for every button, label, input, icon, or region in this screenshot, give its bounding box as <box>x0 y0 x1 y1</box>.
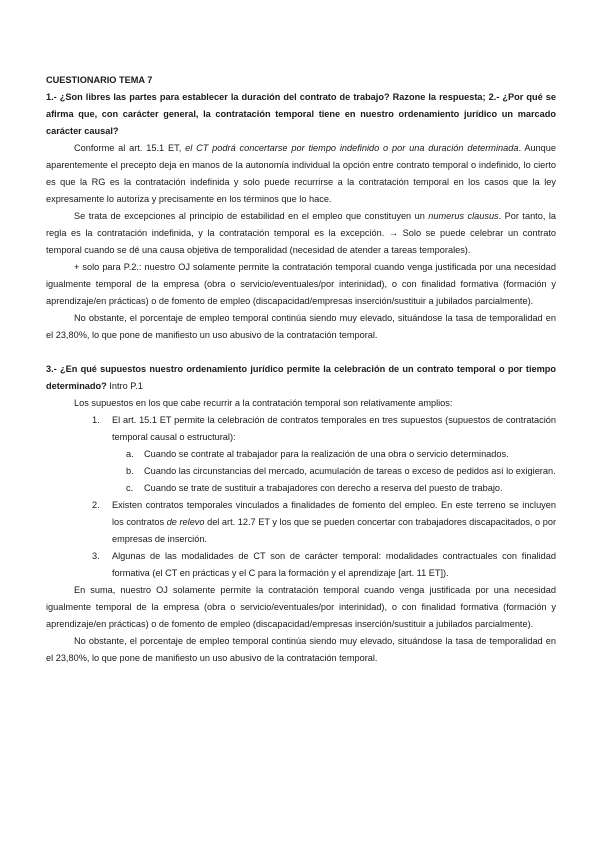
sub-item-letter: c. <box>126 483 134 493</box>
list-item <box>46 548 556 582</box>
q3-paragraph-final: No obstante, el porcentaje de empleo temporal continúa siendo muy elevado, situándose la tasa de temporalidad en el 23,80%, lo que pone de manifiesto un uso abusivo de la contratación temporal. <box>46 636 556 663</box>
question-3-heading <box>46 361 556 395</box>
question-1-heading: 1.- ¿Son libres las partes para establecer la duración del contrato de trabajo? Razone la respuesta; 2.- ¿Por qué se afirma que, con carácter general, la contratación temporal tiene en nuestro ordenamiento jurídico un marcado carácter causal? <box>46 92 556 136</box>
list-item-text-b: del art. 12.7 ET y los que se pueden concertar con trabajadores discapacitados, o por empresas de inserción. <box>112 517 557 544</box>
q1-p1-text-b: . Aunque aparentemente el precepto deja en manos de la autonomía individual la opción entre contrato temporal o indefinido, lo cierto es que la RG es la contratación indefinida y solo puede recurrirse a la contratación temporal en los casos que la ley expresamente lo autoriza y precisamente en los términos que lo hace. <box>46 143 556 204</box>
q1-paragraph-4: No obstante, el porcentaje de empleo temporal continúa siendo muy elevado, situándose la tasa de temporalidad en el 23,80%, lo que pone de manifiesto un uso abusivo de la contratación temporal. <box>46 313 556 340</box>
sub-list-item <box>112 463 556 480</box>
sub-list-item <box>112 480 556 497</box>
list-item <box>46 497 556 548</box>
list-item-number: 3. <box>92 551 100 561</box>
sub-item-text: Cuando se contrate al trabajador para la realización de una obra o servicio determinados. <box>144 449 509 459</box>
q3-heading-text: 3.- ¿En qué supuestos nuestro ordenamiento jurídico permite la celebración de un contrato temporal o por tiempo determinado? <box>46 364 556 391</box>
q1-p1-quote: el CT podrá concertarse por tiempo indefinido o por una duración determinada <box>185 143 519 153</box>
q1-p1-text-a: Conforme al art. 15.1 ET, <box>74 143 186 153</box>
list-item-text-a: Existen contratos temporales vinculados a finalidades de fomento del empleo. En este terreno se incluyen los contratos <box>112 500 556 527</box>
sub-list-item <box>112 446 556 463</box>
q1-paragraph-1 <box>46 140 556 208</box>
list-item-number: 2. <box>92 500 100 510</box>
list-item-term: de relevo <box>166 517 205 527</box>
document-page <box>46 72 556 667</box>
q1-paragraph-2 <box>46 208 556 259</box>
q1-p2-text-b: . Por tanto, la regla es la contratación indefinida, y la contratación temporal es la excepción. → Solo se puede celebrar un contrato temporal cuando se dé una causa objetiva de temporalidad (necesidad de atender a tareas temporales). <box>46 211 556 255</box>
q3-heading-note: Intro P.1 <box>106 381 143 391</box>
list-item-number: 1. <box>92 415 100 425</box>
sub-item-text: Cuando se trate de sustituir a trabajadores con derecho a reserva del puesto de trabajo. <box>144 483 503 493</box>
list-item <box>46 412 556 497</box>
q3-lead: Los supuestos en los que cabe recurrir a la contratación temporal son relativamente amplios: <box>74 398 453 408</box>
q3-paragraph-summary: En suma, nuestro OJ solamente permite la contratación temporal cuando venga justificada por una necesidad igualmente temporal de la empresa (obra o servicio/eventuales/por interinidad), o con finalidad formativa (formación y aprendizaje/en prácticas) o de fomento de empleo (discapacidad/empresas inserción/sustituir a jubilados parcialmente). <box>46 585 556 629</box>
sub-item-letter: b. <box>126 466 134 476</box>
q3-numbered-list <box>46 412 556 582</box>
list-item-text: Algunas de las modalidades de CT son de carácter temporal: modalidades contractuales con finalidad formativa (el CT en prácticas y el C para la formación y el aprendizaje [art. 11 ET]). <box>112 551 556 578</box>
q1-p2-term: numerus clausus <box>428 211 499 221</box>
q1-paragraph-3: + solo para P.2.: nuestro OJ solamente permite la contratación temporal cuando venga justificada por una necesidad igualmente temporal de la empresa (obra o servicio/eventuales/por interinidad), o con finalidad formativa (formación y aprendizaje/en prácticas) o de fomento de empleo (discapacidad/empresas inserción/sustituir a jubilados parcialmente). <box>46 262 556 306</box>
q1-p2-text-a: Se trata de excepciones al principio de estabilidad en el empleo que constituyen un <box>74 211 429 221</box>
sub-item-letter: a. <box>126 449 134 459</box>
sub-item-text: Cuando las circunstancias del mercado, acumulación de tareas o exceso de pedidos así lo exigieran. <box>144 466 556 476</box>
q3-sub-list <box>112 446 556 497</box>
document-title: CUESTIONARIO TEMA 7 <box>46 75 153 85</box>
section-spacer <box>46 344 556 361</box>
list-item-text: El art. 15.1 ET permite la celebración de contratos temporales en tres supuestos (supuestos de contratación temporal causal o estructural): <box>112 415 556 442</box>
